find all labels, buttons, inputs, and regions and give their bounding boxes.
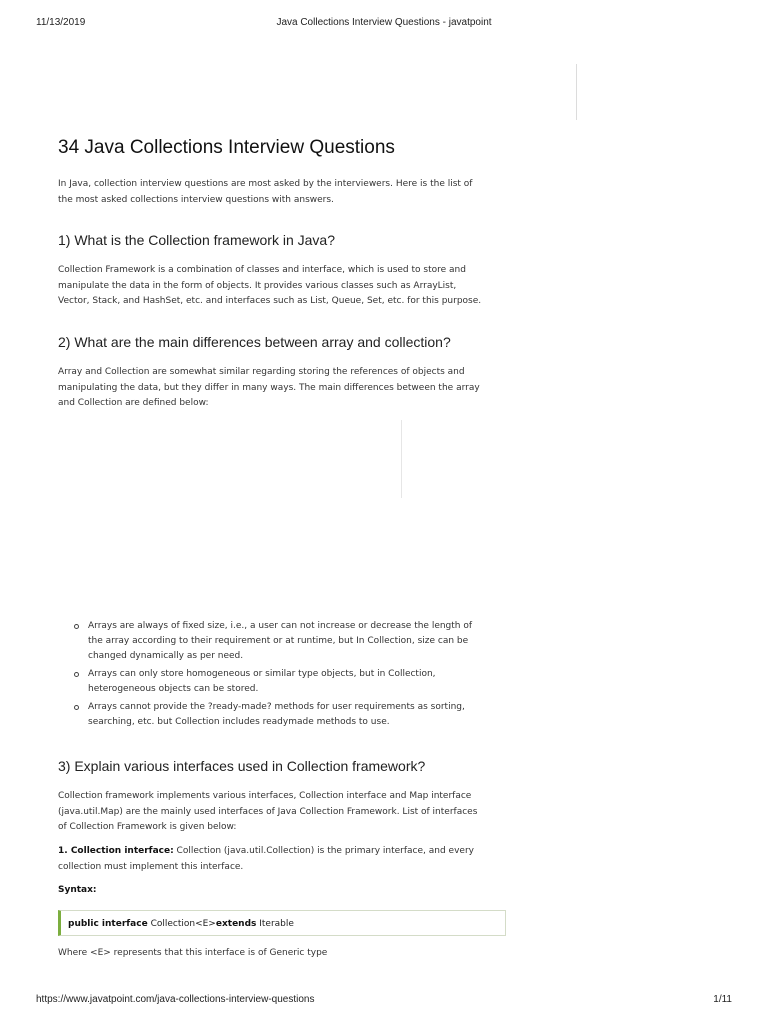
code-keyword-extends: extends <box>215 919 257 929</box>
q1-paragraph <box>58 263 508 310</box>
q2-heading: 2) What are the main differences between array and collection? <box>58 334 451 350</box>
code-type-name: Collection<E> <box>147 919 216 929</box>
bullet-1-line-2: the array according to their requirement or at runtime, but In Collection, size can be <box>88 635 469 646</box>
bullet-2-line-1: Arrays can only store homogeneous or similar type objects, but in Collection, <box>88 668 436 679</box>
q2-paragraph <box>58 365 508 412</box>
bullet-2-line-2: heterogeneous objects can be stored. <box>88 683 259 694</box>
bullet-3-line-1: Arrays cannot provide the ?ready-made? methods for user requirements as sorting, <box>88 701 465 712</box>
print-date: 11/13/2019 <box>36 17 86 28</box>
code-parent-type: Iterable <box>256 919 294 929</box>
q3-heading: 3) Explain various interfaces used in Collection framework? <box>58 758 426 774</box>
page-title: 34 Java Collections Interview Questions <box>58 137 395 158</box>
print-footer <box>36 994 732 1008</box>
collection-interface-line-1: Collection (java.util.Collection) is the primary interface, and every <box>173 846 474 856</box>
q1-line-1: Collection Framework is a combination of classes and interface, which is used to store and <box>58 265 466 275</box>
divider-top <box>576 64 577 120</box>
list-item <box>74 667 514 697</box>
collection-interface-label: 1. Collection interface: <box>58 846 174 856</box>
q3-line-2: (java.util.Map) are the mainly used interfaces of Java Collection Framework. List of interfaces <box>58 806 478 817</box>
q1-line-3: Vector, Stack, and HashSet, etc. and interfaces such as List, Queue, Set, etc. for this purpose. <box>58 296 482 307</box>
generic-type-note: Where <E> represents that this interface is of Generic type <box>58 948 328 958</box>
q3-paragraph <box>58 789 508 836</box>
syntax-label: Syntax: <box>58 885 97 895</box>
collection-interface-paragraph <box>58 844 508 875</box>
q3-line-3: of Collection Framework is given below: <box>58 822 237 833</box>
intro-line-2: the most asked collections interview questions with answers. <box>58 194 334 205</box>
differences-list <box>74 619 514 733</box>
intro-paragraph <box>58 177 508 208</box>
bullet-circle-icon <box>74 672 79 677</box>
print-url: https://www.javatpoint.com/java-collections-interview-questions <box>36 994 315 1005</box>
q1-line-2: manipulate the data in the form of objects. It provides various classes such as ArrayList, <box>58 280 457 291</box>
page-number: 1/11 <box>713 994 732 1005</box>
bullet-1-line-1: Arrays are always of fixed size, i.e., a user can not increase or decrease the length of <box>88 621 473 631</box>
intro-line-1: In Java, collection interview questions are most asked by the interviewers. Here is the list of <box>58 179 473 189</box>
divider-mid <box>401 420 402 498</box>
bullet-circle-icon <box>74 624 79 629</box>
collection-interface-line-2: collection must implement this interface. <box>58 861 244 872</box>
q2-line-1: Array and Collection are somewhat similar regarding storing the references of objects and <box>58 367 465 377</box>
q1-heading: 1) What is the Collection framework in Java? <box>58 232 335 248</box>
q2-line-3: and Collection are defined below: <box>58 398 209 409</box>
list-item <box>74 619 514 663</box>
list-item <box>74 700 514 730</box>
code-block <box>58 910 506 936</box>
print-header <box>36 17 732 31</box>
bullet-circle-icon <box>74 705 79 710</box>
bullet-1-line-3: changed dynamically as per need. <box>88 650 244 661</box>
q2-line-2: manipulating the data, but they differ in many ways. The main differences between the array <box>58 382 480 393</box>
code-keyword-public-interface: public interface <box>68 919 148 929</box>
bullet-3-line-2: searching, etc. but Collection includes readymade methods to use. <box>88 716 390 727</box>
q3-line-1: Collection framework implements various interfaces, Collection interface and Map interface <box>58 791 472 801</box>
print-title: Java Collections Interview Questions - javatpoint <box>276 17 492 28</box>
